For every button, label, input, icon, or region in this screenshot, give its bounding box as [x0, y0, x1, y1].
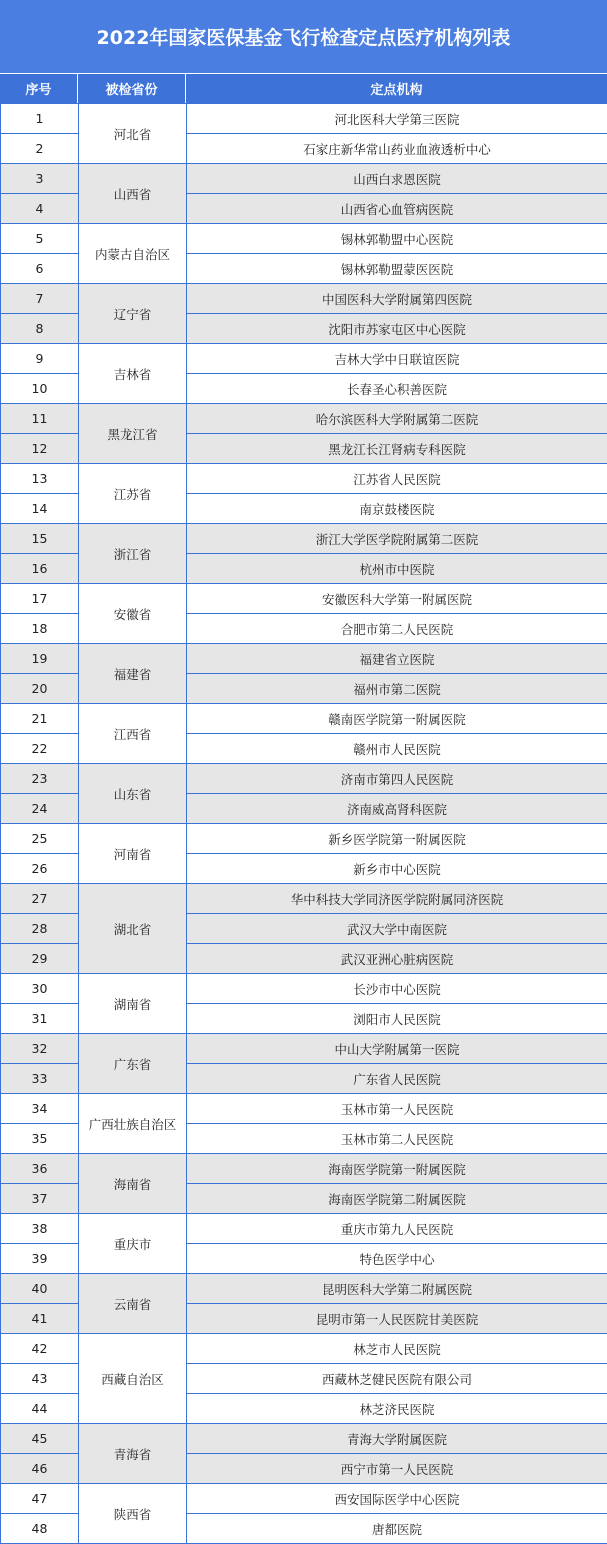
row-index: 46 — [1, 1454, 79, 1484]
institution-cell: 唐都医院 — [187, 1514, 607, 1544]
province-cell: 山西省 — [79, 164, 187, 224]
institution-cell: 南京鼓楼医院 — [187, 494, 607, 524]
institution-cell: 林芝市人民医院 — [187, 1334, 607, 1364]
page-title-text: 2022年国家医保基金飞行检查定点医疗机构列表 — [96, 27, 511, 49]
row-index: 10 — [1, 374, 79, 404]
institution-cell: 黑龙江长江肾病专科医院 — [187, 434, 607, 464]
institution-cell: 玉林市第二人民医院 — [187, 1124, 607, 1154]
row-index: 25 — [1, 824, 79, 854]
institution-cell: 福建省立医院 — [187, 644, 607, 674]
institution-cell: 浏阳市人民医院 — [187, 1004, 607, 1034]
province-cell: 黑龙江省 — [79, 404, 187, 464]
institution-cell: 吉林大学中日联谊医院 — [187, 344, 607, 374]
header-index: 序号 — [0, 74, 78, 103]
row-index: 40 — [1, 1274, 79, 1304]
row-index: 20 — [1, 674, 79, 704]
row-index: 21 — [1, 704, 79, 734]
row-index: 41 — [1, 1304, 79, 1334]
row-index: 38 — [1, 1214, 79, 1244]
institution-cell: 沈阳市苏家屯区中心医院 — [187, 314, 607, 344]
province-cell: 河南省 — [79, 824, 187, 884]
table-row — [1, 1154, 607, 1184]
institution-cell: 海南医学院第一附属医院 — [187, 1154, 607, 1184]
table-row — [1, 764, 607, 794]
table-row — [1, 284, 607, 314]
table-row — [1, 524, 607, 554]
table-row — [1, 1214, 607, 1244]
province-cell: 重庆市 — [79, 1214, 187, 1274]
table-row — [1, 164, 607, 194]
institution-cell: 长沙市中心医院 — [187, 974, 607, 1004]
province-cell: 青海省 — [79, 1424, 187, 1484]
row-index: 44 — [1, 1394, 79, 1424]
table-row — [1, 1424, 607, 1454]
row-index: 35 — [1, 1124, 79, 1154]
institution-cell: 赣南医学院第一附属医院 — [187, 704, 607, 734]
row-index: 8 — [1, 314, 79, 344]
institution-cell: 山西白求恩医院 — [187, 164, 607, 194]
institution-cell: 西宁市第一人民医院 — [187, 1454, 607, 1484]
institution-cell: 山西省心血管病医院 — [187, 194, 607, 224]
institution-cell: 长春圣心积善医院 — [187, 374, 607, 404]
institution-cell: 河北医科大学第三医院 — [187, 104, 607, 134]
row-index: 1 — [1, 104, 79, 134]
institution-cell: 合肥市第二人民医院 — [187, 614, 607, 644]
province-cell: 浙江省 — [79, 524, 187, 584]
table-header — [0, 73, 607, 103]
row-index: 13 — [1, 464, 79, 494]
row-index: 2 — [1, 134, 79, 164]
row-index: 30 — [1, 974, 79, 1004]
header-institution: 定点机构 — [370, 83, 423, 98]
province-cell: 安徽省 — [79, 584, 187, 644]
institution-cell: 新乡市中心医院 — [187, 854, 607, 884]
province-cell: 海南省 — [79, 1154, 187, 1214]
province-cell: 湖北省 — [79, 884, 187, 974]
row-index: 34 — [1, 1094, 79, 1124]
province-cell: 江苏省 — [79, 464, 187, 524]
row-index: 48 — [1, 1514, 79, 1544]
province-cell: 湖南省 — [79, 974, 187, 1034]
province-cell: 山东省 — [79, 764, 187, 824]
institution-cell: 武汉亚洲心脏病医院 — [187, 944, 607, 974]
institution-cell: 西藏林芝健民医院有限公司 — [187, 1364, 607, 1394]
institution-cell: 新乡医学院第一附属医院 — [187, 824, 607, 854]
institution-cell: 锡林郭勒盟中心医院 — [187, 224, 607, 254]
row-index: 6 — [1, 254, 79, 284]
institution-cell: 广东省人民医院 — [187, 1064, 607, 1094]
province-cell: 吉林省 — [79, 344, 187, 404]
province-cell: 内蒙古自治区 — [79, 224, 187, 284]
header-province: 被检省份 — [78, 74, 186, 103]
table-row — [1, 584, 607, 614]
row-index: 5 — [1, 224, 79, 254]
province-cell: 辽宁省 — [79, 284, 187, 344]
table-row — [1, 344, 607, 374]
institution-cell: 林芝济民医院 — [187, 1394, 607, 1424]
row-index: 33 — [1, 1064, 79, 1094]
province-cell: 福建省 — [79, 644, 187, 704]
row-index: 22 — [1, 734, 79, 764]
row-index: 47 — [1, 1484, 79, 1514]
table-row — [1, 974, 607, 1004]
institution-cell: 海南医学院第二附属医院 — [187, 1184, 607, 1214]
institution-cell: 重庆市第九人民医院 — [187, 1214, 607, 1244]
page-title — [0, 0, 607, 73]
row-index: 45 — [1, 1424, 79, 1454]
province-cell: 云南省 — [79, 1274, 187, 1334]
table-row — [1, 1094, 607, 1124]
row-index: 23 — [1, 764, 79, 794]
institution-cell: 福州市第二医院 — [187, 674, 607, 704]
row-index: 43 — [1, 1364, 79, 1394]
row-index: 4 — [1, 194, 79, 224]
row-index: 28 — [1, 914, 79, 944]
row-index: 11 — [1, 404, 79, 434]
row-index: 29 — [1, 944, 79, 974]
row-index: 7 — [1, 284, 79, 314]
institution-table-body — [1, 104, 607, 1544]
table-row — [1, 404, 607, 434]
institution-cell: 中山大学附属第一医院 — [187, 1034, 607, 1064]
table-row — [1, 1274, 607, 1304]
table-row — [1, 464, 607, 494]
row-index: 31 — [1, 1004, 79, 1034]
table-row — [1, 224, 607, 254]
row-index: 17 — [1, 584, 79, 614]
institution-cell: 济南市第四人民医院 — [187, 764, 607, 794]
institution-cell: 武汉大学中南医院 — [187, 914, 607, 944]
province-cell: 广东省 — [79, 1034, 187, 1094]
row-index: 26 — [1, 854, 79, 884]
institution-table — [0, 103, 607, 1544]
institution-cell: 昆明医科大学第二附属医院 — [187, 1274, 607, 1304]
table-row — [1, 1034, 607, 1064]
institution-cell: 赣州市人民医院 — [187, 734, 607, 764]
table-row — [1, 1484, 607, 1514]
institution-cell: 锡林郭勒盟蒙医医院 — [187, 254, 607, 284]
institution-cell: 安徽医科大学第一附属医院 — [187, 584, 607, 614]
province-cell: 西藏自治区 — [79, 1334, 187, 1424]
table-row — [1, 644, 607, 674]
row-index: 14 — [1, 494, 79, 524]
province-cell: 广西壮族自治区 — [79, 1094, 187, 1154]
province-cell: 江西省 — [79, 704, 187, 764]
row-index: 12 — [1, 434, 79, 464]
institution-cell: 昆明市第一人民医院甘美医院 — [187, 1304, 607, 1334]
row-index: 15 — [1, 524, 79, 554]
institution-cell: 中国医科大学附属第四医院 — [187, 284, 607, 314]
institution-cell: 石家庄新华常山药业血液透析中心 — [187, 134, 607, 164]
row-index: 32 — [1, 1034, 79, 1064]
institution-cell: 浙江大学医学院附属第二医院 — [187, 524, 607, 554]
table-row — [1, 1334, 607, 1364]
row-index: 19 — [1, 644, 79, 674]
institution-cell: 青海大学附属医院 — [187, 1424, 607, 1454]
institution-cell: 玉林市第一人民医院 — [187, 1094, 607, 1124]
institution-cell: 江苏省人民医院 — [187, 464, 607, 494]
row-index: 9 — [1, 344, 79, 374]
row-index: 16 — [1, 554, 79, 584]
row-index: 42 — [1, 1334, 79, 1364]
table-row — [1, 704, 607, 734]
institution-cell: 杭州市中医院 — [187, 554, 607, 584]
table-row — [1, 824, 607, 854]
row-index: 37 — [1, 1184, 79, 1214]
row-index: 3 — [1, 164, 79, 194]
row-index: 39 — [1, 1244, 79, 1274]
institution-cell: 哈尔滨医科大学附属第二医院 — [187, 404, 607, 434]
institution-cell: 华中科技大学同济医学院附属同济医院 — [187, 884, 607, 914]
table-row — [1, 104, 607, 134]
province-cell: 河北省 — [79, 104, 187, 164]
institution-cell: 济南威高肾科医院 — [187, 794, 607, 824]
institution-cell: 特色医学中心 — [187, 1244, 607, 1274]
table-row — [1, 884, 607, 914]
row-index: 18 — [1, 614, 79, 644]
row-index: 36 — [1, 1154, 79, 1184]
row-index: 27 — [1, 884, 79, 914]
province-cell: 陕西省 — [79, 1484, 187, 1544]
row-index: 24 — [1, 794, 79, 824]
institution-cell: 西安国际医学中心医院 — [187, 1484, 607, 1514]
